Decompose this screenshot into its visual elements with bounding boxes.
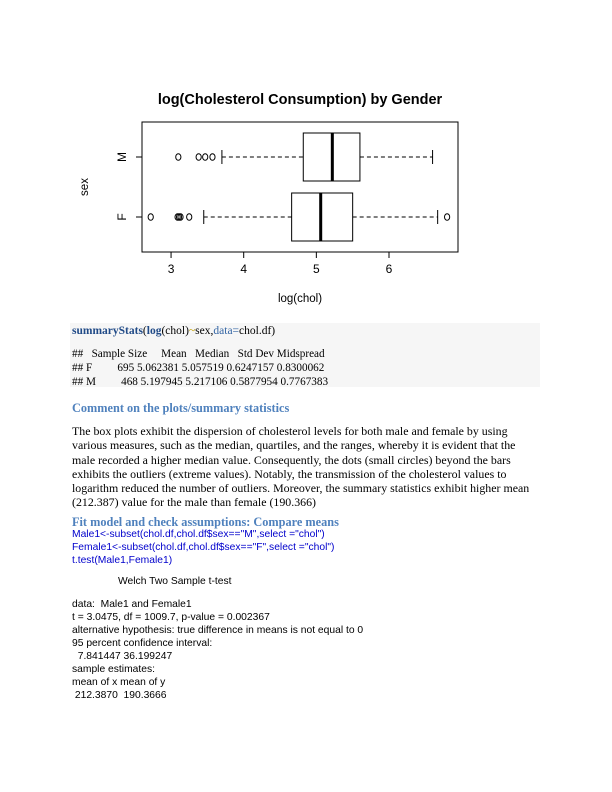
ttest-estimates-label: sample estimates: <box>72 664 155 675</box>
comment-paragraph: The box plots exhibit the dispersion of cholesterol levels for both male and female by using various measures, such as the median, quartiles, and the ranges, whereby it is evident that the male recorded a higher median value. Consequently, the dots (small circles) beyond the bars exhibits the outliers (extreme values). Notably, the transmission of the cholesterol values to logarithm reduced the number of outliers. Moreover, the summary statistics exhibit higher mean (212.387) value for the male than female (190.366) <box>72 424 530 510</box>
chart-title: log(Cholesterol Consumption) by Gender <box>157 92 443 108</box>
y-axis-label: sex <box>79 178 91 196</box>
summary-output-row-f: ## F 695 5.062381 5.057519 0.6247157 0.8300062 <box>72 362 325 374</box>
outlier-point <box>445 214 450 220</box>
code-fn-summarystats: summaryStats <box>72 325 143 337</box>
outlier-point <box>176 154 181 160</box>
ttest-estimates-header: mean of x mean of y <box>72 677 166 688</box>
outlier-point <box>187 214 192 220</box>
ttest-statistic: t = 3.0475, df = 1009.7, p-value = 0.002367 <box>72 612 270 623</box>
y-category-label: F <box>115 213 129 221</box>
ttest-estimates-values: 212.3870 190.3666 <box>72 690 167 701</box>
x-axis-label: log(chol) <box>277 293 323 305</box>
x-tick-label: 4 <box>240 262 248 276</box>
y-category-label: M <box>115 152 129 162</box>
x-tick-label: 5 <box>313 262 320 276</box>
summary-code-line <box>72 325 275 337</box>
summary-output-header: ## Sample Size Mean Median Std Dev Midspread <box>72 348 325 360</box>
code-arg-df: chol.df) <box>239 325 276 337</box>
outlier-point <box>196 154 201 160</box>
code-arg-chol: (chol) <box>161 325 189 337</box>
outlier-point <box>148 214 153 220</box>
outlier-point <box>203 154 208 160</box>
code-arg-sex: sex, <box>195 325 214 337</box>
x-tick-label: 3 <box>167 262 175 276</box>
boxplot-figure <box>70 80 490 310</box>
code-fn-log: log <box>146 325 162 337</box>
code-ttest-call: t.test(Male1,Female1) <box>72 555 173 566</box>
outlier-point <box>210 154 215 160</box>
boxplot-svg <box>70 80 490 310</box>
summary-code-block <box>70 323 540 387</box>
code-female-subset: Female1<-subset(chol.df,chol.df$sex=="F",select ="chol") <box>72 542 335 553</box>
code-male-subset: Male1<-subset(chol.df,chol.df$sex=="M",select ="chol") <box>72 529 325 540</box>
x-tick-label: 6 <box>385 262 393 276</box>
code-paren: ( <box>142 325 147 337</box>
ttest-ci-label: 95 percent confidence interval: <box>72 638 213 649</box>
summary-output-row-m: ## M 468 5.197945 5.217106 0.5877954 0.7767383 <box>72 376 329 388</box>
heading-comment: Comment on the plots/summary statistics <box>72 401 290 415</box>
ttest-data: data: Male1 and Female1 <box>72 599 192 610</box>
heading-fit-model: Fit model and check assumptions: Compare means <box>72 515 339 529</box>
ttest-ci-values: 7.841447 36.199247 <box>72 651 173 662</box>
code-tilde: ~ <box>188 325 196 337</box>
code-argname-data: data= <box>213 325 240 337</box>
ttest-alternative: alternative hypothesis: true difference in means is not equal to 0 <box>72 625 364 636</box>
ttest-title: Welch Two Sample t-test <box>118 576 232 587</box>
